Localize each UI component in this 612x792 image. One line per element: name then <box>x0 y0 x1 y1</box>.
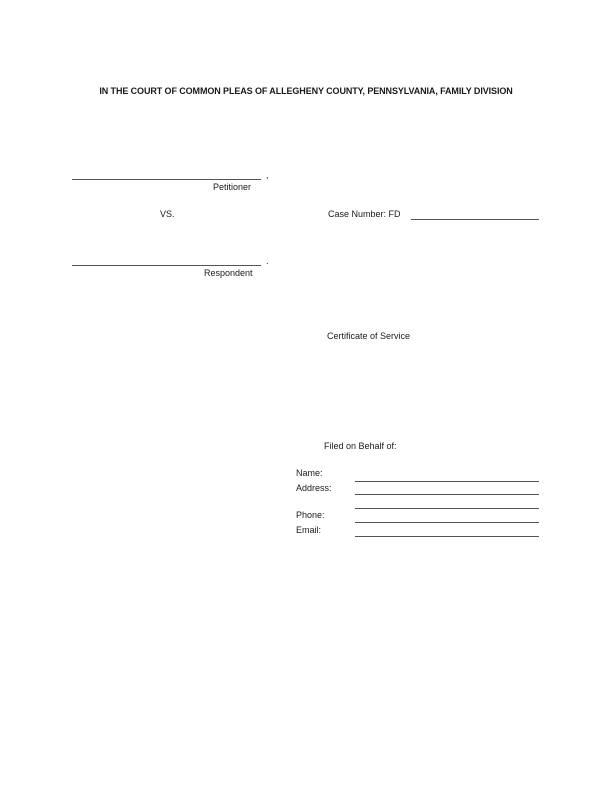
case-number-line[interactable] <box>411 219 539 220</box>
court-title: IN THE COURT OF COMMON PLEAS OF ALLEGHENY COUNTY, PENNSYLVANIA, FAMILY DIVISION <box>99 86 513 96</box>
vs-label: VS. <box>160 209 175 219</box>
filed-on-behalf-heading: Filed on Behalf of: <box>324 441 397 451</box>
phone-label: Phone: <box>296 510 325 520</box>
name-label: Name: <box>296 468 323 478</box>
case-number-label: Case Number: FD <box>328 209 401 219</box>
email-line[interactable] <box>355 536 539 537</box>
petitioner-name-line[interactable] <box>72 179 261 180</box>
respondent-name-line[interactable] <box>72 265 261 266</box>
document-title: Certificate of Service <box>327 331 411 341</box>
name-line[interactable] <box>355 481 539 482</box>
address-label: Address: <box>296 483 332 493</box>
petitioner-comma: , <box>266 170 269 180</box>
address-line-1[interactable] <box>355 494 539 495</box>
email-label: Email: <box>296 525 322 535</box>
petitioner-label: Petitioner <box>213 182 252 192</box>
respondent-label: Respondent <box>204 268 253 278</box>
phone-line[interactable] <box>355 522 539 523</box>
address-line-2[interactable] <box>355 508 539 509</box>
respondent-period: . <box>266 256 269 266</box>
